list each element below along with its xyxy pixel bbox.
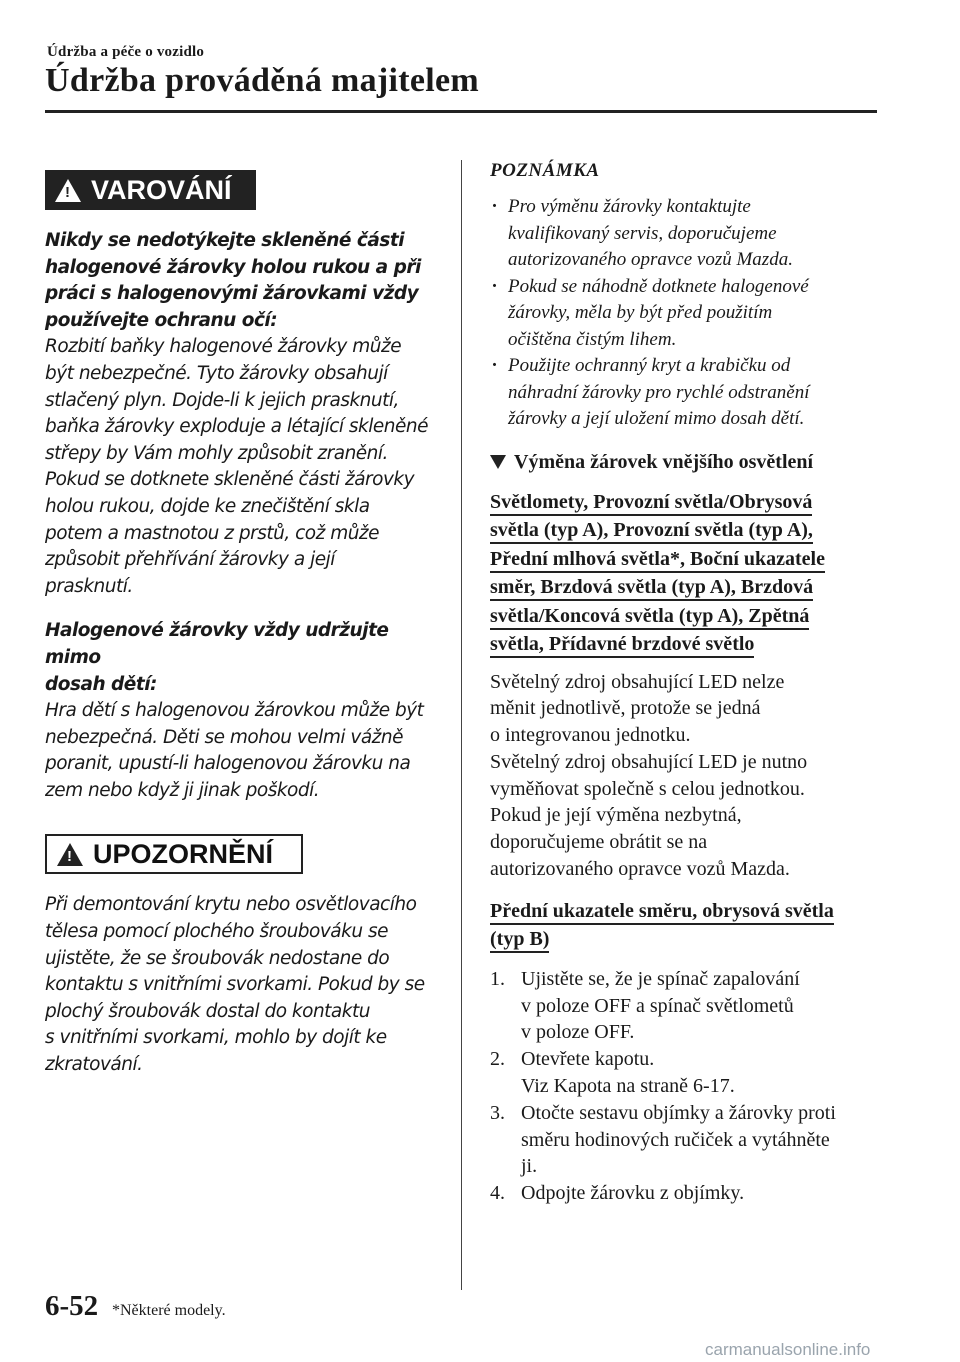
subheading-line-span: Světlomety, Provozní světla/Obrysová (490, 491, 812, 516)
text-line: Ujistěte se, že je spínač zapalování (521, 967, 800, 990)
text-line: tělesa pomocí plochého šroubováku se (45, 921, 388, 943)
text-line: halogenové žárovky holou rukou a při (45, 256, 421, 278)
page-number: 6-52 (45, 1290, 99, 1322)
page-title: Údržba prováděná majitelem (45, 62, 480, 99)
text-line: doporučujeme obrátit se na (490, 831, 708, 854)
text-line: Otevřete kapotu. (521, 1048, 655, 1071)
text-line: Viz Kapota na straně 6-17. (521, 1075, 735, 1098)
note-list (490, 194, 880, 433)
subheading-line-span: světla, Přídavné brzdové světlo (490, 633, 754, 658)
note-item (490, 194, 880, 274)
step-item (490, 966, 880, 1046)
text-line: · Pro výměnu žárovky kontaktujte (508, 196, 751, 217)
text-line: o integrovanou jednotku. (490, 724, 691, 747)
section-triangle-icon (490, 455, 506, 469)
text-line: s vnitřními svorkami, mohlo by dojít ke (45, 1027, 387, 1049)
text-line: kontaktu s vnitřními svorkami. Pokud by se (45, 974, 425, 996)
step-item (490, 1100, 880, 1180)
text-line: prasknutí. (45, 575, 133, 597)
subheading-line (490, 602, 880, 631)
warning-badge (45, 170, 256, 210)
note-item (490, 353, 880, 433)
subheading-line-span: světla (typ A), Provozní světla (typ A), (490, 519, 813, 544)
text-line: Rozbití baňky halogenové žárovky může (45, 336, 402, 358)
section-heading-text: Výměna žárovek vnějšího osvětlení (514, 450, 814, 473)
step-item (490, 1046, 880, 1100)
subheading-line (490, 897, 880, 926)
watermark: carmanualsonline.info (705, 1340, 871, 1359)
text-line: Světelný zdroj obsahující LED nelze (490, 670, 785, 693)
text-line: · Použijte ochranný kryt a krabičku od (508, 355, 791, 376)
text-line: stlačený plyn. Dojde-li k jejich prasknutí, (45, 389, 399, 411)
step-number: 1. (490, 967, 505, 990)
right-column (490, 160, 880, 1207)
warning-2-text (45, 698, 440, 804)
text-line: v poloze OFF. (521, 1021, 635, 1044)
subheading-2 (490, 897, 880, 954)
step-number: 4. (490, 1182, 505, 1205)
subheading-line (490, 630, 880, 659)
text-line: Při demontování krytu nebo osvětlovacího (45, 894, 417, 916)
subheading-line-span: světla/Koncová světla (typ A), Zpětná (490, 605, 809, 630)
text-line: Hra dětí s halogenovou žárovkou může být (45, 700, 424, 722)
text-line: žárovky a její uložení mimo dosah dětí. (508, 408, 805, 429)
text-line: být nebezpečné. Tyto žárovky obsahují (45, 362, 388, 384)
subheading-line-span: Přední ukazatele směru, obrysová světla (490, 900, 834, 925)
step-number: 3. (490, 1101, 505, 1124)
text-line: plochý šroubovák dostal do kontaktu (45, 1000, 370, 1022)
text-line: měnit jednotlivě, protože se jedná (490, 697, 761, 720)
body-text-1 (490, 669, 880, 883)
caution-text (45, 892, 440, 1078)
text-line: ji. (521, 1155, 538, 1178)
text-line: nebezpečná. Děti se mohou velmi vážně (45, 726, 403, 748)
text-line: způsobit přehřívání žárovky a její (45, 549, 335, 571)
text-line: poranit, upustí-li halogenovou žárovku na (45, 753, 411, 775)
warning-2-heading (45, 618, 440, 698)
text-line: žárovky, měla by být před použitím (508, 302, 773, 323)
note-title: POZNÁMKA (490, 160, 600, 181)
text-line: baňka žárovky exploduje a létající skleněné (45, 416, 428, 438)
text-line: autorizovaného opravce vozů Mazda. (508, 249, 793, 270)
warning-block-2 (45, 618, 440, 804)
subheading-1 (490, 488, 880, 659)
header-rule (45, 110, 877, 113)
text-line: dosah dětí: (45, 673, 157, 695)
text-line: náhradní žárovky pro rychlé odstranění (508, 381, 810, 403)
note-item (490, 274, 880, 354)
text-line: Pokud se dotknete skleněné části žárovky (45, 469, 415, 491)
text-line: střepy by Vám mohly způsobit zranění. (45, 442, 388, 464)
text-line: potem a mastnotou z prstů, což může (45, 522, 380, 544)
subheading-line-span: směr, Brzdová světla (typ A), Brzdová (490, 576, 813, 601)
breadcrumb: Údržba a péče o vozidlo (47, 44, 205, 60)
column-divider (461, 160, 462, 1290)
text-line: směru hodinových ručiček a vytáhněte (521, 1128, 830, 1151)
left-column (45, 170, 440, 1079)
text-line: Halogenové žárovky vždy udržujte mimo (45, 620, 389, 668)
text-line: používejte ochranu očí: (45, 309, 278, 331)
subheading-line (490, 488, 880, 517)
text-line: vyměňovat společně s celou jednotkou. (490, 777, 805, 800)
text-line: Otočte sestavu objímky a žárovky proti (521, 1101, 836, 1124)
step-list (490, 966, 880, 1207)
warning-1-text (45, 334, 440, 600)
subheading-line-span: (typ B) (490, 928, 549, 953)
text-line: autorizovaného opravce vozů Mazda. (490, 858, 790, 881)
text-line: očištěna čistým lihem. (508, 328, 677, 350)
caution-label: UPOZORNĚNÍ (93, 838, 274, 869)
text-line: ujistěte, že se šroubovák nedostane do (45, 947, 390, 969)
footnote: *Některé modely. (112, 1302, 226, 1319)
warning-1-heading (45, 228, 440, 334)
step-item (490, 1180, 880, 1207)
subheading-line (490, 925, 880, 954)
subheading-line-span: Přední mlhová světla*, Boční ukazatele (490, 548, 825, 573)
text-line: kvalifikovaný servis, doporučujeme (508, 222, 777, 244)
caution-badge (45, 834, 303, 874)
text-line: v poloze OFF a spínač světlometů (521, 994, 794, 1017)
subheading-line (490, 573, 880, 602)
text-line: holou rukou, dojde ke znečištění skla (45, 495, 370, 517)
text-line: Odpojte žárovku z objímky. (521, 1182, 745, 1205)
subheading-line (490, 516, 880, 545)
warning-block-1 (45, 228, 440, 600)
text-line: Nikdy se nedotýkejte skleněné části (45, 230, 405, 251)
text-line: Světelný zdroj obsahující LED je nutno (490, 750, 808, 773)
subheading-line (490, 545, 880, 574)
warning-triangle-icon (55, 179, 81, 202)
caution-triangle-icon (57, 843, 83, 866)
text-line: · Pokud se náhodně dotknete halogenové (508, 275, 809, 297)
text-line: zkratování. (45, 1054, 143, 1076)
warning-label: VAROVÁNÍ (91, 174, 232, 205)
text-line: práci s halogenovými žárovkami vždy (45, 283, 419, 305)
text-line: Pokud je její výměna nezbytná, (490, 804, 742, 827)
step-number: 2. (490, 1048, 505, 1071)
section-heading (490, 451, 880, 474)
text-line: zem nebo když ji jinak poškodí. (45, 779, 320, 801)
